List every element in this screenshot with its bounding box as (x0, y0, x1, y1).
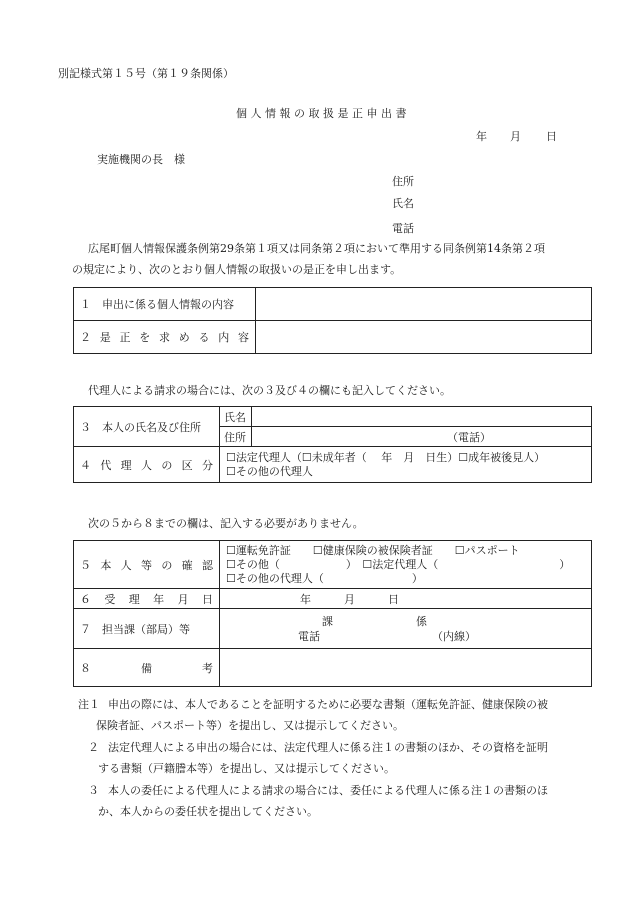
note-3: ３ 本人の委任による代理人による請求の場合には、委任による代理人に係る注１の書類のほ か、本人からの委任状を提出してください。 (88, 784, 548, 818)
addressee: 実施機関の長 様 (97, 153, 185, 166)
principal-address-label: 住所 (220, 427, 252, 447)
intro-line-2: の規定により、次のとおり個人情報の取扱いの是正を申し出ます。 (72, 263, 402, 276)
principal-name-field[interactable] (252, 407, 592, 427)
row8-label: ８ 備 考 (74, 649, 220, 687)
office-use-table (73, 540, 592, 687)
agent-category-line-1[interactable]: ☐法定代理人（☐未成年者（ 年 月 日生）☐成年被後見人） (226, 450, 546, 464)
date-month-label: 月 (510, 130, 521, 143)
row2-label: ２ 是 正 を 求 め る 内 容 (74, 321, 256, 354)
department-field[interactable] (220, 609, 592, 649)
request-table (73, 287, 592, 354)
row6-label: ６ 受 理 年 月 日 (74, 589, 220, 609)
principal-address-field[interactable] (252, 427, 592, 447)
department-section-label: 課 (322, 614, 333, 628)
principal-name-label: 氏名 (220, 407, 252, 427)
note-2: ２ 法定代理人による申出の場合には、法定代理人に係る注１の書類のほか、その資格を証明 する書類（戸籍謄本等）を提出し、又は提示してください。 (88, 741, 548, 775)
department-subsection-label: 係 (416, 614, 427, 628)
verification-line-1[interactable]: ☐運転免許証 ☐健康保険の被保険者証 ☐パスポート (226, 543, 520, 557)
applicant-address-label: 住所 (392, 175, 414, 188)
principal-phone-label: （電話） (447, 430, 491, 444)
applicant-name-label: 氏名 (392, 197, 414, 210)
form-number: 別記様式第１５号（第１９条関係） (58, 67, 234, 80)
row3-label: ３ 本人の氏名及び住所 (74, 407, 220, 447)
office-use-instruction: 次の５から８までの欄は、記入する必要がありません。 (88, 517, 364, 530)
row1-value[interactable] (256, 288, 592, 321)
department-phone-label: 電話 (298, 629, 320, 643)
date-year-label: 年 (476, 130, 487, 143)
identity-verification-options[interactable] (220, 541, 592, 589)
row5-label: ５ 本 人 等 の 確 認 (74, 541, 220, 589)
row7-label: ７ 担当課（部局）等 (74, 609, 220, 649)
intro-line-1: 広尾町個人情報保護条例第29条第１項又は同条第２項において準用する同条例第14条第２項 (88, 242, 545, 255)
note-1: 注１ 申出の際には、本人であることを証明するために必要な書類（運転免許証、健康保険の被 保険者証、パスポート等）を提出し、又は提示してください。 (78, 698, 548, 732)
remarks-field[interactable] (220, 649, 592, 687)
date-day-label: 日 (546, 130, 557, 143)
department-extension-label: （内線） (432, 629, 476, 643)
agent-instruction: 代理人による請求の場合には、次の３及び４の欄にも記入してください。 (88, 384, 451, 397)
applicant-phone-label: 電話 (392, 222, 414, 235)
row1-label: １ 申出に係る個人情報の内容 (74, 288, 256, 321)
agent-table (73, 406, 592, 483)
agent-category-line-2[interactable]: ☐その他の代理人 (226, 464, 313, 478)
row4-label: ４ 代 理 人 の 区 分 (74, 447, 220, 483)
row2-value[interactable] (256, 321, 592, 354)
receipt-date-field[interactable]: 年 月 日 (220, 589, 592, 609)
verification-line-3[interactable]: ☐その他の代理人（ ） (226, 571, 423, 585)
page-title: 個 人 情 報 の 取 扱 是 正 申 出 書 (236, 107, 407, 120)
agent-category-options[interactable] (220, 447, 592, 483)
verification-line-2[interactable]: ☐その他（ ） ☐法定代理人（ ） (226, 557, 571, 571)
